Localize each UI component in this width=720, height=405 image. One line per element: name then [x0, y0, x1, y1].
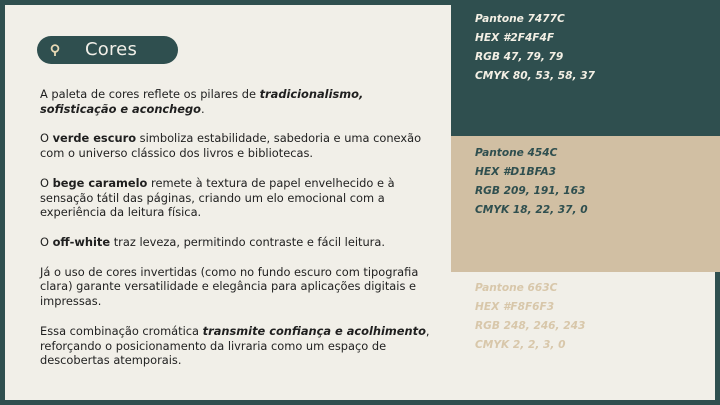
emphasis-text: transmite confiança e acolhimento	[202, 323, 426, 338]
text-run: , reforçando o posicionamento da livraria como um espaço de descobertas atemporais.	[40, 323, 430, 368]
pantone-code: Pantone 7477C	[475, 13, 565, 25]
paragraph-intro	[40, 87, 440, 117]
body-text	[40, 87, 440, 383]
paragraph-combinacao	[40, 324, 440, 368]
text-run: .	[201, 101, 205, 116]
pantone-code: Pantone 454C	[475, 147, 558, 159]
text-run: Essa combinação cromática	[40, 323, 203, 338]
rgb-code: RGB 248, 246, 243	[475, 320, 586, 332]
cmyk-code: CMYK 18, 22, 37, 0	[475, 204, 588, 216]
text-run: O	[40, 175, 53, 190]
title-pill	[37, 36, 178, 64]
text-run: A paleta de cores reflete os pilares de	[40, 87, 260, 101]
emphasis-text: tradicionalismo, sofisticação e aconchego	[40, 87, 364, 116]
paragraph-invertidas	[40, 265, 440, 309]
swatch-specs	[475, 144, 588, 220]
cmyk-code: CMYK 2, 2, 3, 0	[475, 339, 566, 351]
search-icon	[48, 43, 62, 57]
swatch-specs	[475, 10, 595, 86]
swatch-beige	[451, 136, 720, 272]
cmyk-code: CMYK 80, 53, 58, 37	[475, 70, 595, 82]
text-run: Já o uso de cores invertidas (como no fundo escuro com tipografia clara) garante versatilidade e elegância para aplicações digitais e impressas.	[40, 264, 419, 309]
bold-text: bege caramelo	[52, 175, 148, 190]
text-run: O	[40, 131, 53, 146]
hex-code: HEX #2F4F4F	[475, 32, 555, 44]
page-title: Cores	[85, 39, 138, 60]
text-run: traz leveza, permitindo contraste e fácil leitura.	[110, 234, 385, 249]
paragraph-offwhite	[40, 235, 440, 250]
text-run: simboliza estabilidade, sabedoria e uma conexão com o universo clássico dos livros e bibliotecas.	[40, 131, 422, 161]
pantone-code: Pantone 663C	[475, 282, 558, 294]
text-run: remete à textura de papel envelhecido e à sensação tátil das páginas, criando um elo emocional com a experiência da leitura física.	[40, 175, 395, 220]
bold-text: verde escuro	[52, 131, 137, 146]
swatch-offwhite	[451, 272, 720, 405]
rgb-code: RGB 47, 79, 79	[475, 51, 564, 63]
swatch-green	[451, 0, 720, 136]
rgb-code: RGB 209, 191, 163	[475, 185, 586, 197]
swatch-specs	[475, 279, 585, 355]
bold-text: off-white	[52, 234, 111, 249]
text-run: O	[40, 234, 53, 249]
content-panel	[5, 5, 451, 400]
hex-code: HEX #F8F6F3	[475, 301, 555, 313]
hex-code: HEX #D1BFA3	[475, 166, 557, 178]
paragraph-bege	[40, 176, 440, 220]
paragraph-verde	[40, 131, 440, 161]
